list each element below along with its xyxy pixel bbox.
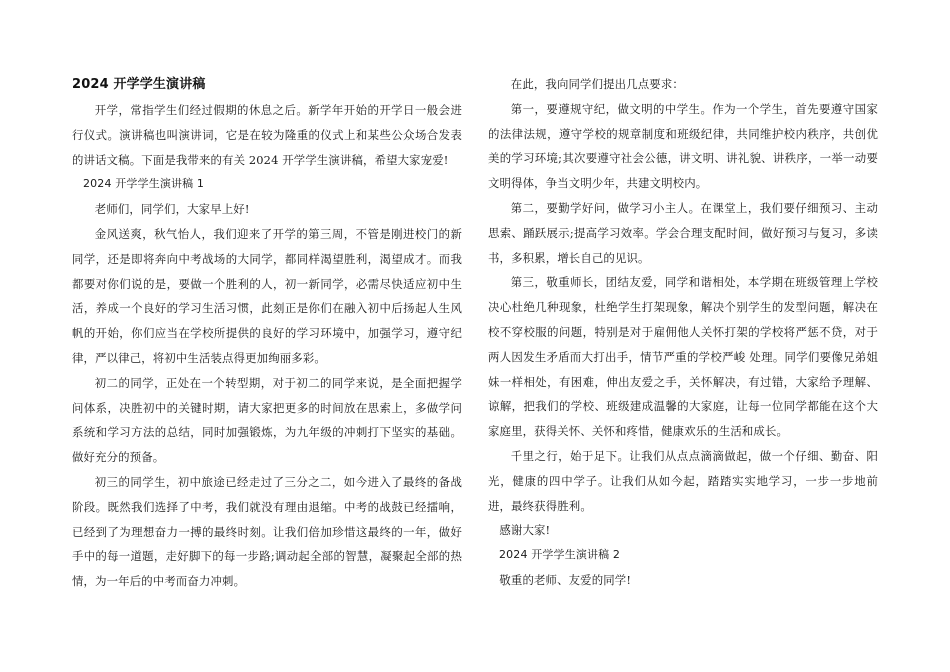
- requirement-2: 第二，要勤学好问，做学习小主人。在课堂上，我们要仔细预习、主动思索、踊跃展示;提高学习效率。学会合理支配时间，做好预习与复习，多读书，多积累，增长自己的见识。: [488, 200, 878, 265]
- closing-paragraph: 千里之行，始于足下。让我们从点点滴滴做起，做一个仔细、勤奋、阳光，健康的四中学子。让我们从如今起，踏踏实实地学习，一步一步地前进，最终获得胜利。: [488, 448, 878, 513]
- speech-1-paragraph-1: 金风送爽，秋气怡人，我们迎来了开学的第三周，不管是刚进校门的新同学，还是即将奔向中考战场的大同学，都同样渴望胜利，渴望成才。而我都要对你们说的是，要做一个胜利的人，初一新同学，必需尽快适应初中生活，养成一个良好的学习生活习惯，此刻正是你们在融入初中后扬起人生风帆的开始，你们应当在学校所提供的良好的学习环境中，加强学习，遵守纪律，严以律己，将初中生活装点得更加绚丽多彩。: [72, 226, 462, 365]
- right-column: [488, 72, 878, 593]
- speech-2-heading: 2024 开学学生演讲稿 2: [499, 548, 621, 562]
- requirements-intro: 在此，我向同学们提出几点要求：: [510, 77, 684, 91]
- left-column: [72, 72, 462, 594]
- speech-1-greeting: 老师们，同学们，大家早上好!: [94, 202, 250, 217]
- speech-2-greeting: 敬重的老师、友爱的同学!: [499, 572, 632, 587]
- document-title: 2024 开学学生演讲稿: [72, 77, 206, 92]
- speech-1-paragraph-2: 初二的同学，正处在一个转型期，对于初二的同学来说，是全面把握学问体系，决胜初中的关键时期，请大家把更多的时间放在思索上，多做学问系统和学习方法的总结，同时加强锻炼，为九年级的冲刺打下坚实的基础。做好充分的预备。: [72, 375, 462, 465]
- thanks-line: 感谢大家!: [499, 523, 551, 538]
- requirement-1: 第一，要遵规守纪，做文明的中学生。作为一个学生，首先要遵守国家的法律法规，遵守学校的规章制度和班级纪律，共同维护校内秩序，共创优美的学习环境;其次要遵守社会公德，讲文明、讲礼貌、讲秩序，一举一动要文明得体，争当文明少年，共建文明校内。: [488, 101, 878, 191]
- speech-1-paragraph-3: 初三的同学生，初中旅途已经走过了三分之二，如今进入了最终的备战阶段。既然我们选择了中考，我们就没有理由退缩。中考的战鼓已经擂响，已经到了为理想奋力一搏的最终时刻。让我们倍加珍惜这最终的一年，做好手中的每一道题，走好脚下的每一步路;调动起全部的智慧，凝聚起全部的热情，为一年后的中考而奋力冲刺。: [72, 474, 462, 589]
- speech-1-heading: 2024 开学学生演讲稿 1: [83, 177, 205, 191]
- intro-paragraph: 开学，常指学生们经过假期的休息之后。新学年开始的开学日一般会进行仪式。演讲稿也叫演讲词，它是在较为隆重的仪式上和某些公众场合发表的讲话文稿。下面是我带来的有关 2024 开学学生演讲稿，希望大家宠爱!: [72, 103, 462, 167]
- requirement-3: 第三，敬重师长，团结友爱，同学和谐相处，本学期在班级管理上学校决心杜绝几种现象，杜绝学生打架现象，解决个别学生的发型问题，解决在校不穿校服的问题，特别是对于雇佣他人关怀打架的学校将严惩不贷，对于两人因发生矛盾而大打出手，情节严重的学校严峻 处理。同学们要像兄弟姐妹一样相处，有困难，伸出友爱之手，关怀解决，有过错，大家给予理解、谅解，把我们的学校、班级建成温馨的大家庭，让每一位同学都能在这个大家庭里，获得关怀、关怀和疼惜，健康欢乐的生活和成长。: [488, 275, 878, 439]
